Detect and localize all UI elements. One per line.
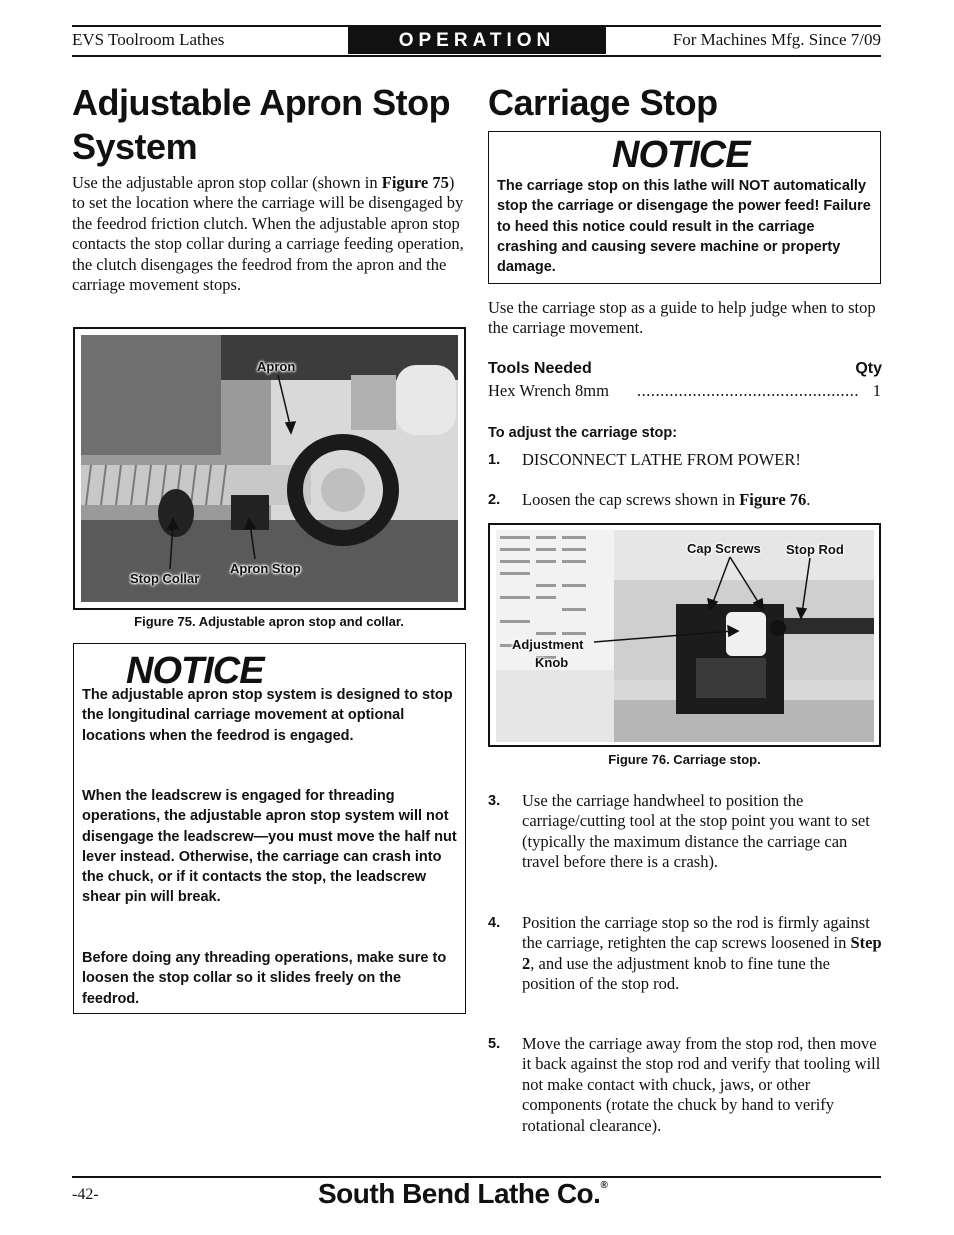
- tools-qty-label: Qty: [855, 360, 882, 377]
- carriage-stop-notice-text: The carriage stop on this lathe will NOT automatically stop the carriage or disengage the power feed! Failure to heed this notice could result in the carriage crashing and causing severe machine or property damage.: [497, 178, 871, 276]
- apron-stop-callout: Apron Stop: [230, 561, 301, 576]
- stop-collar-callout: Stop Collar: [130, 571, 200, 586]
- apron-stop-notice-para2: When the leadscrew is engaged for threading operations, the adjustable apron stop system will not disengage the leadscrew—you must move the half nut lever instead. Otherwise, the carriage can crash into the chuck, or if it contacts the stop, the leadscrew shear pin will break.: [82, 788, 457, 906]
- figure-75-arrows: [75, 329, 468, 612]
- figure-75-reference[interactable]: Figure 75: [381, 173, 449, 192]
- figure-76-arrows: [490, 525, 883, 749]
- apron-callout: Apron: [257, 359, 296, 374]
- apron-stop-notice-para3: Before doing any threading operations, make sure to loosen the stop collar so it slides freely on the feedrod.: [82, 950, 447, 1007]
- apron-stop-notice-box: [73, 643, 466, 1014]
- header-section-label: OPERATION: [348, 27, 606, 54]
- carriage-stop-notice-box: [488, 131, 881, 284]
- figure-76-reference[interactable]: Figure 76: [739, 490, 807, 509]
- header-bottom-rule: [72, 55, 881, 57]
- figure-76: [488, 523, 881, 747]
- adjustment-knob-callout-line1: Adjustment: [512, 637, 584, 652]
- step-5: 5. Move the carriage away from the stop rod, then move it back against the stop rod and verify that tooling will not make contact with chuck, jaws, or other components (rotate the chuck by hand to verify rotational clearance).: [488, 1034, 881, 1135]
- brand-logo: South Bend Lathe Co.®: [318, 1178, 608, 1209]
- apron-stop-notice-para1: The adjustable apron stop system is designed to stop the longitudinal carriage movement at optional locations when the feedrod is engaged.: [82, 687, 453, 744]
- apron-stop-heading-line1: Adjustable Apron Stop: [72, 82, 451, 123]
- step-4: 4. Position the carriage stop so the rod is firmly against the carriage, retighten the cap screws loosened in Step 2, and use the adjustment knob to fine tune the position of the stop rod.: [488, 913, 882, 994]
- tool-item-qty: 1: [872, 381, 881, 400]
- stop-rod-callout: Stop Rod: [786, 542, 844, 557]
- tools-needed-label: Tools Needed: [488, 360, 592, 377]
- apron-stop-heading-line2: System: [72, 126, 198, 167]
- carriage-stop-intro: Use the carriage stop as a guide to help judge when to stop the carriage movement.: [488, 298, 876, 338]
- adjustment-knob-callout-line2: Knob: [535, 655, 569, 670]
- tools-row-hex-wrench: [488, 381, 882, 403]
- tool-leader-dots: ................................................: [637, 381, 859, 400]
- figure-75-caption: Figure 75. Adjustable apron stop and collar.: [134, 614, 404, 629]
- step-1: 1. DISCONNECT LATHE FROM POWER!: [488, 450, 801, 469]
- cap-screws-callout: Cap Screws: [687, 541, 761, 556]
- header-manual-title: EVS Toolroom Lathes: [72, 30, 225, 49]
- page-number: -42-: [72, 1186, 99, 1203]
- figure-75: [73, 327, 466, 610]
- tools-needed-header: [488, 360, 882, 380]
- tool-item-name: Hex Wrench 8mm: [488, 381, 609, 400]
- step-3: 3. Use the carriage handwheel to position the carriage/cutting tool at the stop point you want to set (typically the maximum distance the carriage can travel before there is a crash).: [488, 791, 870, 872]
- apron-stop-notice-title: NOTICE: [126, 650, 264, 692]
- step-2-reference[interactable]: Step 2: [522, 933, 882, 973]
- header-machine-date: For Machines Mfg. Since 7/09: [672, 30, 881, 49]
- apron-stop-intro: Use the adjustable apron stop collar (shown in Figure 75) to set the location where the carriage will be disengaged by the feedrod friction clutch. When the adjustable apron stop contacts the stop collar during a carriage feeding operation, the clutch disengages the feedrod from the apron and the carriage movement stops.: [72, 173, 464, 295]
- procedure-title: To adjust the carriage stop:: [488, 425, 678, 441]
- carriage-stop-heading: Carriage Stop: [488, 82, 718, 123]
- figure-76-caption: Figure 76. Carriage stop.: [608, 752, 761, 767]
- carriage-stop-notice-title: NOTICE: [612, 134, 750, 176]
- step-2: 2. Loosen the cap screws shown in Figure 76.: [488, 490, 811, 509]
